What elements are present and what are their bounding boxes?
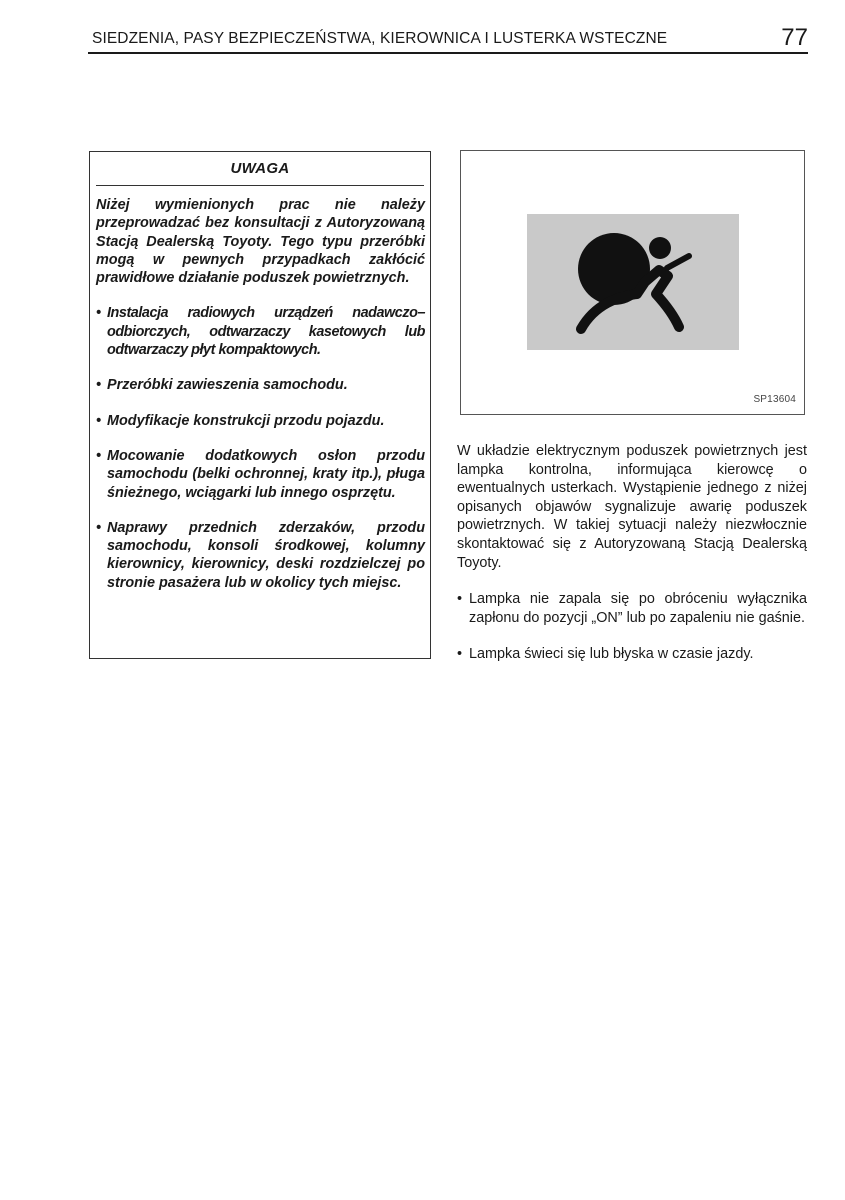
warning-intro: Niżej wymienionych prac nie należy przeprowadzać bez konsultacji z Autoryzowaną Stacją Dealerską Toyoty. Tego typu przeróbki mogą w pewnych przypadkach zakłócić prawidłowe działanie poduszek powietrznych. (96, 197, 425, 287)
main-paragraph: W układzie elektrycznym poduszek powietrznych jest lampka kontrolna, informująca kierowcę o ewentualnych usterkach. Wystąpienie jednego z niżej opisanych objawów sygnalizuje awarię poduszek powietrznych. W takiej sytuacji należy niezwłocznie skontaktować się z Autoryzowaną Stacją Dealerską Toyoty. (457, 443, 807, 571)
warning-item (96, 447, 425, 502)
bullet: • (96, 412, 102, 429)
figure-code: SP13604 (753, 394, 796, 405)
page-number: 77 (781, 24, 808, 51)
list-item (457, 645, 807, 664)
warning-title: UWAGA (230, 160, 290, 177)
warning-item (96, 376, 425, 394)
warning-box (89, 151, 431, 659)
warning-item-text: Mocowanie dodatkowych osłon przodu samochodu (belki ochronnej, kraty itp.), pługa śnieżnego, wciągarki lub innego osprzętu. (107, 447, 425, 501)
airbag-warning-icon (527, 214, 739, 350)
header-rule (88, 52, 808, 54)
warning-item (96, 304, 425, 359)
warning-item-text: Przeróbki zawieszenia samochodu. (107, 377, 348, 394)
symptom-list (457, 590, 807, 664)
warning-item-text: Naprawy przednich zderzaków, przodu samochodu, konsoli środkowej, kolumny kierownicy, kierownicy, deski rozdzielczej po stronie pasażera lub w okolicy tych miejsc. (107, 519, 425, 591)
list-item-text: Lampka nie zapala się po obróceniu wyłącznika zapłonu do pozycji „ON” lub po zapaleniu nie gaśnie. (469, 591, 807, 626)
bullet: • (96, 305, 101, 322)
list-item-text: Lampka świeci się lub błyska w czasie jazdy. (469, 646, 754, 663)
main-text (457, 442, 807, 682)
airbag-figure (460, 150, 805, 415)
warning-item-text: Instalacja radiowych urządzeń nadawczo–odbiorczych, odtwarzaczy kasetowych lub odtwarzaczy płyt kompaktowych. (107, 305, 425, 359)
warning-item (96, 519, 425, 592)
list-item (457, 590, 807, 627)
warning-list (96, 304, 425, 592)
bullet: • (457, 591, 463, 608)
warning-body (96, 196, 425, 609)
warning-lamp-panel (527, 214, 739, 350)
bullet: • (96, 377, 102, 394)
bullet: • (457, 646, 463, 663)
warning-item-text: Modyfikacje konstrukcji przodu pojazdu. (107, 412, 385, 429)
warning-item (96, 412, 425, 430)
bullet: • (96, 519, 102, 536)
chapter-title: SIEDZENIA, PASY BEZPIECZEŃSTWA, KIEROWNICA I LUSTERKA WSTECZNE (92, 30, 668, 47)
bullet: • (96, 447, 102, 464)
page-header (88, 24, 808, 54)
warning-divider (96, 185, 424, 186)
